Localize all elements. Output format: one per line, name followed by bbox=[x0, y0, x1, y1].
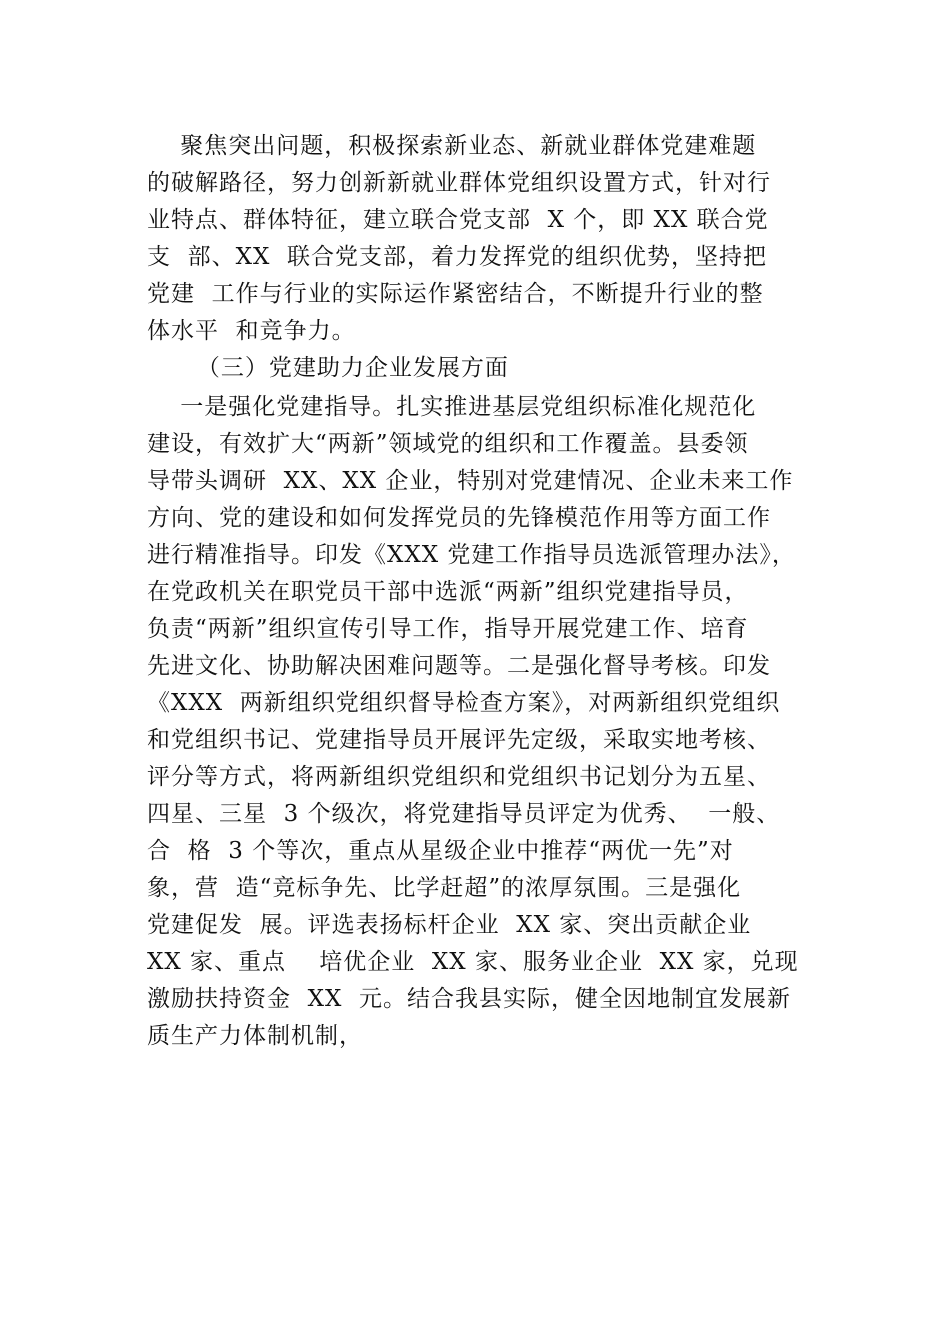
text-line: 体水平 和竞争力。 bbox=[147, 318, 356, 344]
text-line: 负责“两新”组织宣传引导工作，指导开展党建工作、培育 bbox=[147, 616, 749, 642]
text-line: 激励扶持资金 XX 元。结合我县实际，健全因地制宜发展新 bbox=[147, 986, 791, 1012]
text-line: 《XXX 两新组织党组织督导检查方案》，对两新组织党组织 bbox=[147, 690, 781, 716]
section-heading: （三）党建助力企业发展方面 bbox=[147, 355, 509, 381]
text-line: 质生产力体制机制， bbox=[147, 1023, 363, 1049]
text-line: 在党政机关在职党员干部中选派“两新”组织党建指导员， bbox=[147, 579, 749, 605]
text-line: 党建 工作与行业的实际运作紧密结合，不断提升行业的整 bbox=[147, 281, 764, 307]
text-line: 先进文化、协助解决困难问题等。二是强化督导考核。印发 bbox=[147, 653, 771, 679]
text-line: 聚焦突出问题，积极探索新业态、新就业群体党建难题 bbox=[147, 133, 757, 159]
text-line: 和党组织书记、党建指导员开展评先定级，采取实地考核、 bbox=[147, 727, 771, 753]
text-line: 一是强化党建指导。扎实推进基层党组织标准化规范化 bbox=[147, 394, 757, 420]
text-line: 党建促发 展。评选表扬标杆企业 XX 家、突出贡献企业 bbox=[147, 912, 752, 938]
text-line: 象，营 造“竞标争先、比学赶超”的浓厚氛围。三是强化 bbox=[147, 875, 742, 901]
text-line: 的破解路径，努力创新新就业群体党组织设置方式，针对行 bbox=[147, 170, 771, 196]
text-line: 支 部、XX 联合党支部，着力发挥党的组织优势，坚持把 bbox=[147, 244, 767, 270]
text-line: 业特点、群体特征，建立联合党支部 X 个，即 XX 联合党 bbox=[147, 207, 769, 233]
text-line: 建设，有效扩大“两新”领域党的组织和工作覆盖。县委领 bbox=[147, 431, 749, 457]
text-line: 导带头调研 XX、XX 企业，特别对党建情况、企业未来工作 bbox=[147, 468, 794, 494]
text-line: XX 家、重点 培优企业 XX 家、服务业企业 XX 家，兑现 bbox=[147, 949, 799, 975]
text-line: 评分等方式，将两新组织党组织和党组织书记划分为五星、 bbox=[147, 764, 771, 790]
text-line: 四星、三星 3 个级次，将党建指导员评定为优秀、 一般、 bbox=[147, 801, 781, 827]
text-line: 方向、党的建设和如何发挥党员的先锋模范作用等方面工作 bbox=[147, 505, 771, 531]
text-line: 合 格 3 个等次，重点从星级企业中推荐“两优一先”对 bbox=[147, 838, 734, 864]
text-line: 进行精准指导。印发《XXX 党建工作指导员选派管理办法》， bbox=[147, 542, 796, 568]
